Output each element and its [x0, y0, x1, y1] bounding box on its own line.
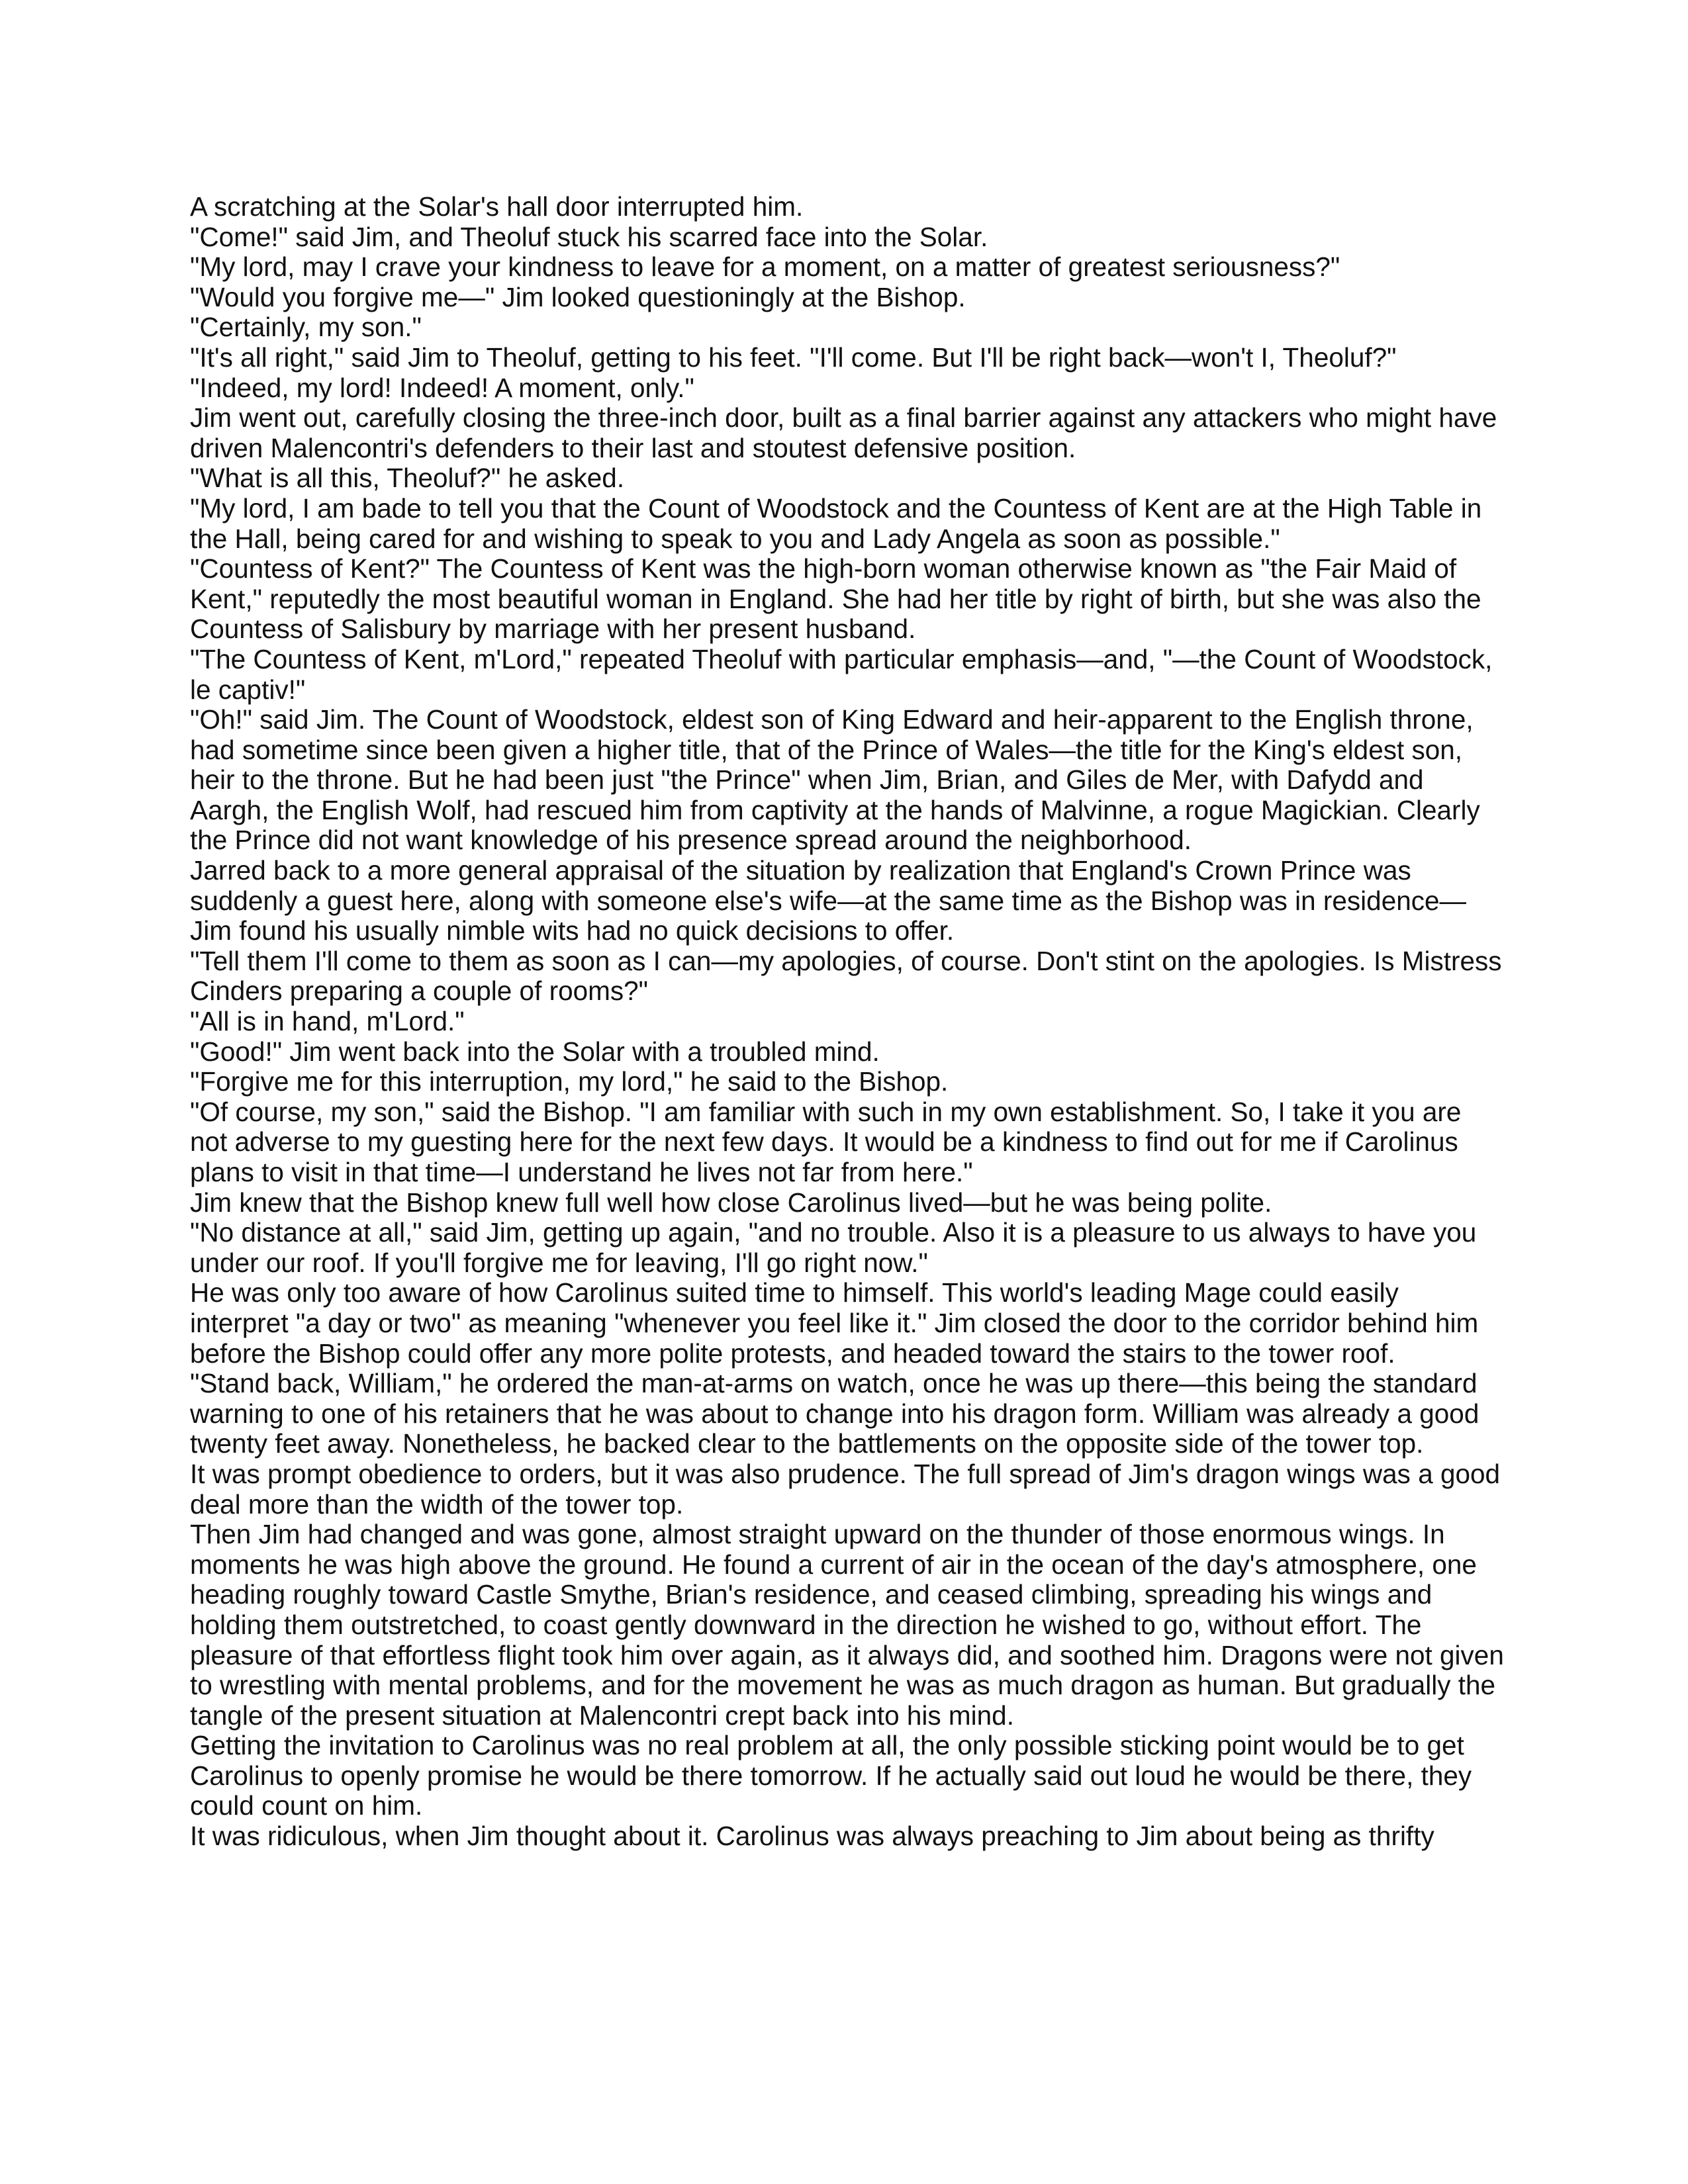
paragraph-21: "No distance at all," said Jim, getting up again, "and no trouble. Also it is a pleasure to us always to have you under our roof. If you'll forgive me for leaving, I'll go right now." [190, 1217, 1477, 1278]
paragraph-24: It was prompt obedience to orders, but it was also prudence. The full spread of Jim's dragon wings was a good deal more than the width of the tower top. [190, 1458, 1501, 1520]
paragraph-12: "The Countess of Kent, m'Lord," repeated Theoluf with particular emphasis—and, "—the Count of Woodstock, le captiv!" [190, 643, 1493, 705]
paragraph-9: "What is all this, Theoluf?" he asked. [190, 463, 625, 494]
paragraph-10: "My lord, I am bade to tell you that the Count of Woodstock and the Countess of Kent are at the High Table in the Hall, being cared for and wishing to speak to you and Lady Angela as soon as possible." [190, 492, 1482, 554]
paragraph-25: Then Jim had changed and was gone, almost straight upward on the thunder of those enormous wings. In moments he was high above the ground. He found a current of air in the ocean of the day's atmosphere, one heading roughly toward Castle Smythe, Brian's residence, and ceased climbing, spreading his wings and holding them outstretched, to coast gently downward in the direction he wished to go, without effort. The pleasure of that effortless flight took him over again, as it always did, and soothed him. Dragons were not given to wrestling with mental problems, and for the movement he was as much dragon as human. But gradually the tangle of the present situation at Malencontri crept back into his mind. [190, 1519, 1504, 1731]
paragraph-16: "All is in hand, m'Lord." [190, 1006, 465, 1037]
paragraph-4: "Would you forgive me—" Jim looked questioningly at the Bishop. [190, 281, 966, 312]
paragraph-20: Jim knew that the Bishop knew full well how close Carolinus lived—but he was being polite. [190, 1187, 1272, 1218]
paragraph-13: "Oh!" said Jim. The Count of Woodstock, eldest son of King Edward and heir-apparent to the English throne, had sometime since been given a higher title, that of the Prince of Wales—the title for the King's eldest son, heir to the throne. But he had been just "the Prince" when Jim, Brian, and Giles de Mer, with Dafydd and Aargh, the English Wolf, had rescued him from captivity at the hands of Malvinne, a rogue Magickian. Clearly the Prince did not want knowledge of his presence spread around the neighborhood. [190, 704, 1480, 856]
body-text [190, 192, 1504, 1852]
paragraph-26: Getting the invitation to Carolinus was no real problem at all, the only possible sticking point would be to get Carolinus to openly promise he would be there tomorrow. If he actually said out loud he would be there, they could count on him. [190, 1730, 1472, 1821]
paragraph-7: "Indeed, my lord! Indeed! A moment, only." [190, 372, 694, 403]
paragraph-15: "Tell them I'll come to them as soon as I can—my apologies, of course. Don't stint on the apologies. Is Mistress Cinders preparing a couple of rooms?" [190, 945, 1502, 1007]
paragraph-19: "Of course, my son," said the Bishop. "I am familiar with such in my own establishment. So, I take it you are not adverse to my guesting here for the next few days. It would be a kindness to find out for me if Carolinus plans to visit in that time—I understand he lives not far from here." [190, 1096, 1462, 1187]
paragraph-5: "Certainly, my son." [190, 312, 422, 343]
paragraph-6: "It's all right," said Jim to Theoluf, getting to his feet. "I'll come. But I'll be right back—won't I, Theoluf?" [190, 341, 1397, 373]
paragraph-27: It was ridiculous, when Jim thought about it. Carolinus was always preaching to Jim about being as thrifty [190, 1821, 1434, 1852]
paragraph-14: Jarred back to a more general appraisal of the situation by realization that England's Crown Prince was suddenly a guest here, along with someone else's wife—at the same time as the Bishop was in residence—Jim found his usually nimble wits had no quick decisions to offer. [190, 855, 1467, 946]
paragraph-18: "Forgive me for this interruption, my lord," he said to the Bishop. [190, 1066, 949, 1097]
paragraph-8: Jim went out, carefully closing the three-inch door, built as a final barrier against any attackers who might have driven Malencontri's defenders to their last and stoutest defensive position. [190, 402, 1497, 463]
paragraph-22: He was only too aware of how Carolinus suited time to himself. This world's leading Mage could easily interpret "a day or two" as meaning "whenever you feel like it." Jim closed the door to the corridor behind him before the Bishop could offer any more polite protests, and headed toward the stairs to the tower roof. [190, 1277, 1479, 1369]
paragraph-23: "Stand back, William," he ordered the man-at-arms on watch, once he was up there—this being the standard warning to one of his retainers that he was about to change into his dragon form. William was already a good twenty feet away. Nonetheless, he backed clear to the battlements on the opposite side of the tower top. [190, 1368, 1479, 1459]
paragraph-2: "Come!" said Jim, and Theoluf stuck his scarred face into the Solar. [190, 221, 988, 252]
paragraph-1: A scratching at the Solar's hall door interrupted him. [190, 191, 804, 222]
paragraph-17: "Good!" Jim went back into the Solar with a troubled mind. [190, 1036, 880, 1067]
paragraph-3: "My lord, may I crave your kindness to leave for a moment, on a matter of greatest seriousness?" [190, 251, 1340, 283]
paragraph-11: "Countess of Kent?" The Countess of Kent was the high-born woman otherwise known as "the Fair Maid of Kent," reputedly the most beautiful woman in England. She had her title by right of birth, but she was also the Countess of Salisbury by marriage with her present husband. [190, 553, 1481, 645]
